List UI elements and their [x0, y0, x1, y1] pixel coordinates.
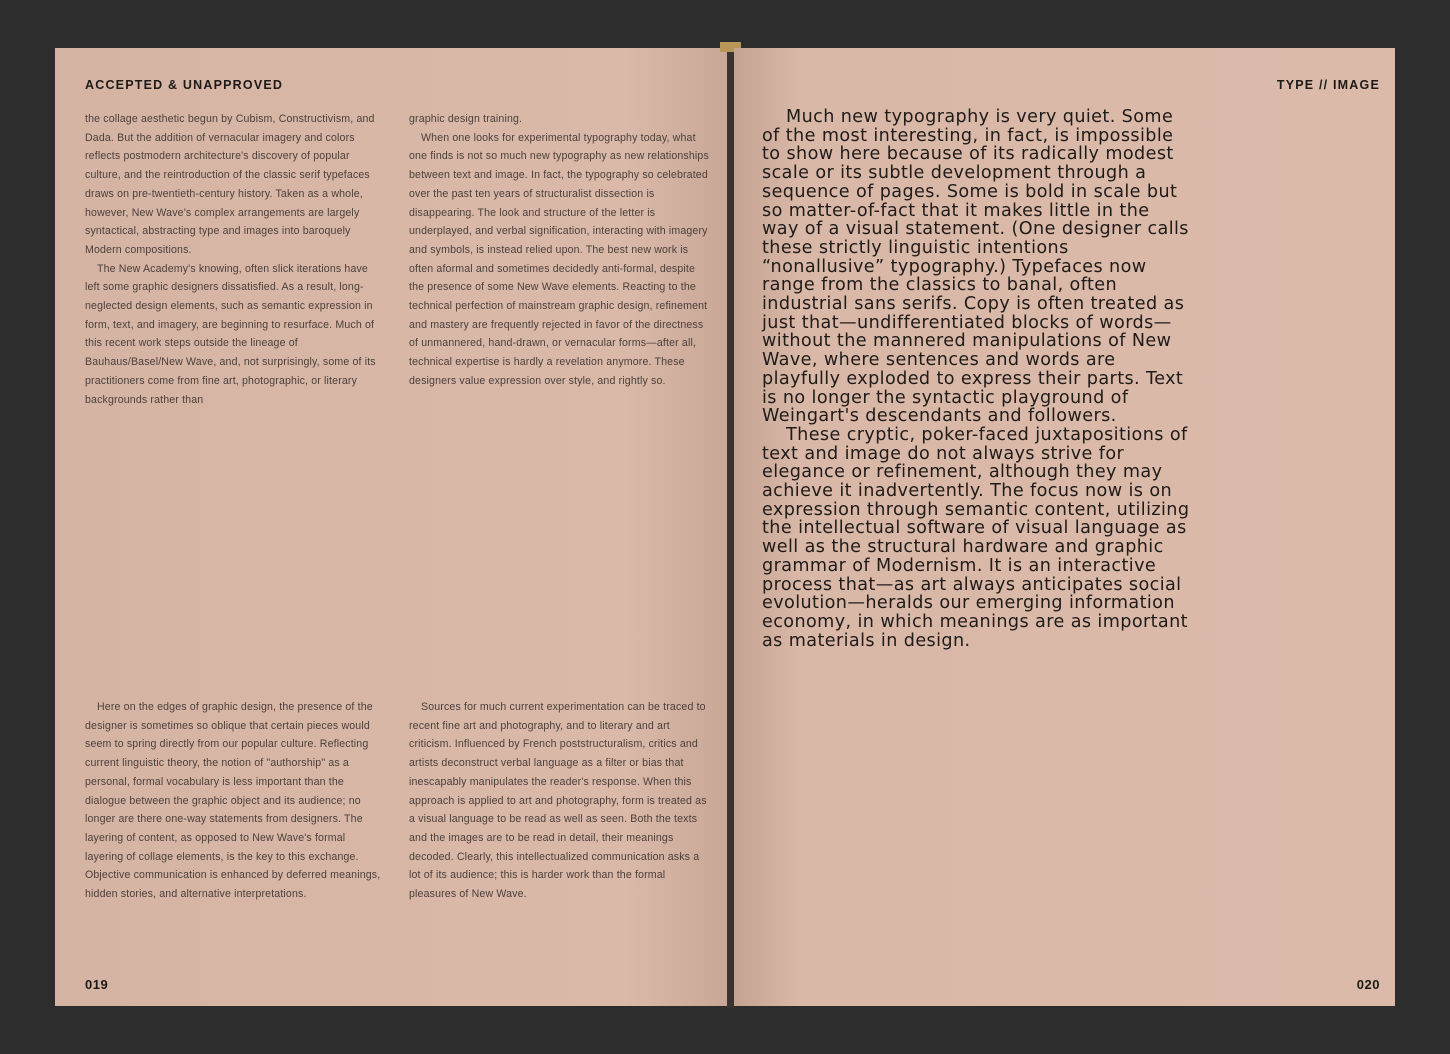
paragraph: Much new typography is very quiet. Some of the most interesting, in fact, is impossible to show here because of its radically modest scale or its subtle development through a sequence of pages. Some is bold in scale but so matter-of-fact that it makes little in the way of a visual statement. (One designer calls these strictly linguistic intentions “nonallusive” typography.) Typefaces now range from the classics to banal, often industrial sans serifs. Copy is often treated as just that—undifferentiated blocks of words—without the mannered manipulations of New Wave, where sentences and words are playfully exploded to express their parts. Text is no longer the syntactic playground of Weingart's descendants and followers. [762, 107, 1189, 427]
paragraph: the collage aesthetic begun by Cubism, Constructivism, and Dada. But the addition of vernacular imagery and colors reflects postmodern architecture's discovery of popular culture, and the reintroduction of the classic serif typefaces draws on pre-twentieth-century history. Taken as a whole, however, New Wave's complex arrangements are largely syntactical, abstracting type and images into baroquely Modern compositions. [85, 113, 375, 256]
paragraph: Sources for much current experimentation can be traced to recent fine art and photography, and to literary and art criticism. Influenced by French poststructuralism, critics and artists deconstruct verbal language as a filter or bias that inescapably manipulates the reader's response. When this approach is applied to art and photography, form is treated as a visual language to be read as well as seen. Both the texts and the images are to be read in detail, their meanings decoded. Clearly, this intellectualized communication asks a lot of its audience; this is harder work than the formal pleasures of New Wave. [409, 701, 707, 901]
paragraph: The New Academy's knowing, often slick iterations have left some graphic designers dissatisfied. As a result, long-neglected design elements, such as semantic expression in form, text, and imagery, are beginning to resurface. Much of this recent work steps outside the lineage of Bauhaus/Basel/New Wave, and, not surprisingly, some of its practitioners come from fine art, photographic, or literary backgrounds rather than [85, 262, 376, 406]
left-running-header: ACCEPTED & UNAPPROVED [85, 78, 284, 92]
right-running-header: TYPE // IMAGE [1276, 78, 1380, 92]
left-page [55, 48, 727, 1006]
right-page-number: 020 [1356, 977, 1380, 992]
paragraph: graphic design training. [409, 113, 523, 125]
left-bottom-column-1 [85, 698, 385, 904]
left-top-column-1 [85, 110, 385, 409]
paragraph: These cryptic, poker-faced juxtapositions of text and image do not always strive for elegance or refinement, although they may achieve it inadvertently. The focus now is on expression through semantic content, utilizing the intellectual software of visual language as well as the structural hardware and graphic grammar of Modernism. It is an interactive process that—as art always anticipates social evolution—heralds our emerging information economy, in which meanings are as important as materials in design. [762, 424, 1190, 651]
right-body-text [762, 108, 1192, 650]
right-page [734, 48, 1395, 1006]
left-top-column-2 [409, 110, 709, 391]
left-bottom-column-2 [409, 698, 709, 904]
paragraph: When one looks for experimental typography today, what one finds is not so much new typography as new relationships between text and image. In fact, the typography so celebrated over the past ten years of structuralist dissection is disappearing. The look and structure of the letter is underplayed, and verbal signification, interacting with imagery and symbols, is instead relied upon. The best new work is often aformal and sometimes decidedly anti-formal, despite the presence of some New Wave elements. Reacting to the technical perfection of mainstream graphic design, refinement and mastery are frequently rejected in favor of the directness of unmannered, hand-drawn, or vernacular forms—after all, technical expertise is hardly a revelation anymore. These designers value expression over style, and rightly so. [409, 131, 709, 387]
book-gutter [727, 46, 734, 1008]
left-page-number: 019 [85, 977, 109, 992]
paragraph: Here on the edges of graphic design, the presence of the designer is sometimes so oblique that certain pieces would seem to spring directly from our popular culture. Reflecting current linguistic theory, the notion of "authorship" as a personal, formal vocabulary is less important than the dialogue between the graphic object and its audience; no longer are there one-way statements from designers. The layering of content, as opposed to New Wave's formal layering of collage elements, is the key to this exchange. Objective communication is enhanced by deferred meanings, hidden stories, and alternative interpretations. [85, 701, 381, 901]
